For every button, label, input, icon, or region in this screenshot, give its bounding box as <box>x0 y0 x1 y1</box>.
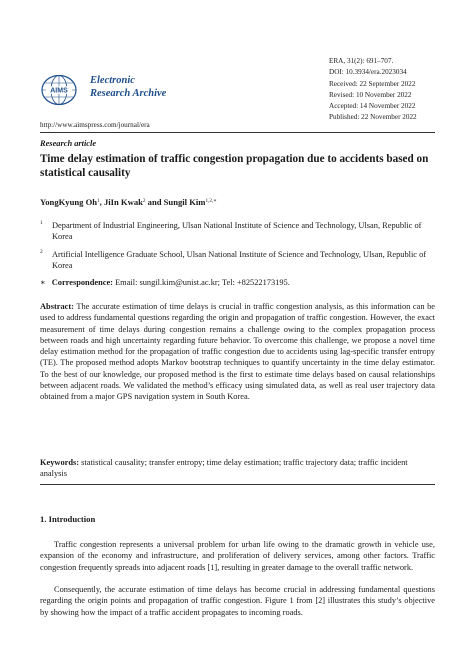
author-affil-mark: 2 <box>142 198 146 204</box>
meta-doi[interactable]: DOI: 10.3934/era.2023034 <box>329 68 407 77</box>
author-name: YongKyung Oh <box>40 197 98 207</box>
aims-globe-logo <box>40 74 78 106</box>
correspondence-star: ∗ <box>40 278 46 287</box>
affiliation-2 <box>40 249 435 272</box>
journal-name-line1: Electronic <box>90 75 135 86</box>
affiliation-1 <box>40 220 435 243</box>
author-affil-mark: 1,2,∗ <box>205 198 217 204</box>
article-type: Research article <box>40 139 97 148</box>
keywords <box>40 457 435 480</box>
affiliation-number: 2 <box>40 249 43 255</box>
abstract-text: The accurate estimation of time delays is crucial in traffic congestion analysis, as this information can be used to address fundamental questions regarding the origin and propagation of traffic congestion. However, the exact measurement of time delays during congestion remains a challenge owing to the complex propagation process between roads and high uncertainty regarding future behavior. To overcome this challenge, we propose a novel time delay estimation method for the propagation of traffic congestion due to accidents using lag-specific transfer entropy (TE). The proposed method adopts Markov bootstrap techniques to quantify uncertainty in the time delay estimator. To the best of our knowledge, our proposed method is the first to estimate time delays based on causal relationships between adjacent roads. We validated the method’s efficacy using simulated data, as well as real user trajectory data obtained from a major GPS navigation system in South Korea. <box>40 302 435 402</box>
keywords-text: statistical causality; transfer entropy; time delay estimation; traffic trajectory data; traffic incident analysis <box>40 458 408 479</box>
journal-url[interactable]: http://www.aimspress.com/journal/era <box>40 121 150 129</box>
journal-name-line2: Research Archive <box>90 88 167 99</box>
affiliation-text: Department of Industrial Engineering, Ulsan National Institute of Science and Technology, Ulsan, Republic of Korea <box>52 221 422 242</box>
logo-text: AIMS <box>50 87 68 95</box>
author-separator: , <box>99 197 104 207</box>
correspondence-text: Email: sungil.kim@unist.ac.kr; Tel: +82522173195. <box>112 278 290 287</box>
meta-published: Published: 22 November 2022 <box>329 113 417 122</box>
meta-revised: Revised: 10 November 2022 <box>329 90 412 99</box>
header-divider <box>40 132 435 133</box>
journal-name <box>90 74 166 100</box>
affiliation-text: Artificial Intelligence Graduate School, Ulsan National Institute of Science and Technology, Ulsan, Republic of Korea <box>52 250 427 271</box>
correspondence-label: Correspondence: <box>51 278 113 287</box>
author-affil-mark: 1 <box>97 198 100 204</box>
keywords-label: Keywords: <box>40 458 80 467</box>
meta-accepted: Accepted: 14 November 2022 <box>329 102 416 111</box>
author-name: JiIn Kwak <box>103 197 143 207</box>
paper-title: Time delay estimation of traffic congestion propagation due to accidents based on statistical causality <box>40 153 429 179</box>
author-list <box>40 197 217 207</box>
section-heading: 1. Introduction <box>40 514 96 524</box>
correspondence <box>40 277 290 287</box>
body-paragraph: Consequently, the accurate estimation of time delays has become crucial in addressing fundamental questions regarding the origin points and propagation of traffic congestion. Figure 1 from [2] illustrates this study’s objective by showing how the impact of a traffic accident propagates to incoming roads. <box>40 585 435 617</box>
meta-received: Received: 22 September 2022 <box>329 79 416 88</box>
article-metadata <box>329 56 417 124</box>
abstract-label: Abstract: <box>40 302 74 311</box>
author-name: Sungil Kim <box>163 197 206 207</box>
body-paragraph: Traffic congestion represents a universal problem for urban life owing to the dramatic growth in vehicle use, expansion of the economy and infrastructure, and proliferation of delivery services, among other factors. Traffic congestion frequently spreads into adjacent roads [1], resulting in greater damage to the overall traffic network. <box>40 540 435 572</box>
affiliation-number: 1 <box>40 220 43 226</box>
meta-volume: ERA, 31(2): 691–707. <box>329 57 394 65</box>
author-separator: and <box>145 197 164 207</box>
keywords-divider <box>40 484 435 485</box>
abstract <box>40 301 435 403</box>
